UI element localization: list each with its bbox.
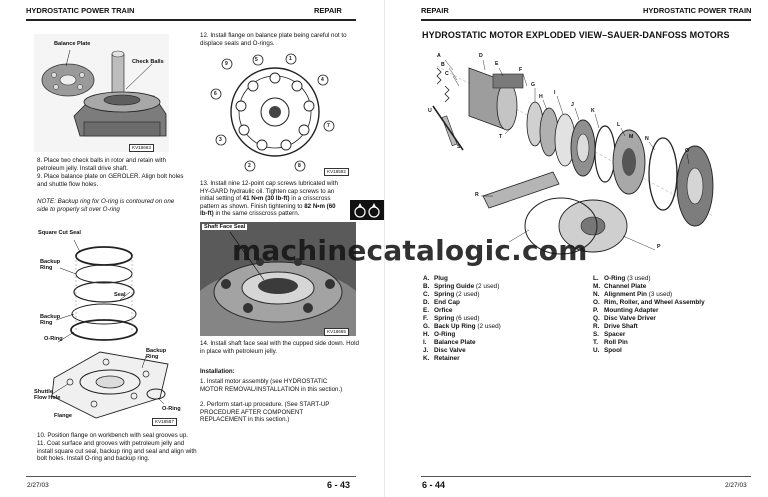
note-backup-ring: NOTE: Backup ring for O-ring is contoured on one side to properly sit over O-ring [37,198,175,213]
exploded-view-diagram [423,46,723,262]
callout-letter: A [437,53,441,59]
legend-item: U. Spool [593,347,622,354]
legend-item: B. Spring Guide (2 used) [423,283,500,290]
step-9: 9. Place balance plate on GEROLER. Align bolt holes and shuttle flow holes. [37,173,184,188]
legend-item: H. O-Ring [423,331,456,338]
label-check-balls: Check Balls [132,59,164,65]
callout-letter: J [571,102,574,108]
callout-letter: M [629,134,634,140]
legend-item: J. Disc Valve [423,347,466,354]
parts-legend-col-1 [423,275,501,363]
callout-letter: N [645,136,649,142]
step-14: 14. Install shaft face seal with the cupped side down. Hold in place with petroleum jelly. [200,340,359,355]
callout-letter: B [441,62,445,68]
installation-step-2: 2. Perform start-up procedure. (See START-UP PROCEDURE AFTER COMPONENT REPLACEMENT in this section.) [200,401,330,424]
callout-letter: E [495,61,499,67]
step-10: 10. Position flange on workbench with seal grooves up. [37,432,188,439]
header-rule [421,19,751,21]
parts-legend-col-2 [593,275,705,355]
bolt-number: 6 [214,91,217,97]
bolt-number: 1 [289,56,292,62]
header-repair: REPAIR [421,6,449,15]
bolt-pattern-illustration [200,50,354,176]
callout-letter: H [539,94,543,100]
figure-code: KV18587 [152,418,177,426]
label-o-ring-1: O-Ring [44,336,63,342]
header-repair: REPAIR [314,6,342,15]
bolt-number: 2 [248,163,251,169]
legend-item: I. Balance Plate [423,339,476,346]
label-balance-plate: Balance Plate [54,41,91,47]
legend-item: E. Orfice [423,307,453,314]
legend-item: K. Retainer [423,355,460,362]
header-section-title: HYDROSTATIC POWER TRAIN [26,6,135,15]
callout-letter: P [657,244,661,250]
step-12: 12. Install flange on balance plate being careful not to displace seals and O-rings. [200,32,347,47]
figure-code: KV18592 [324,168,349,176]
page-number: 6 - 43 [327,480,351,490]
callout-letter: F [519,67,523,73]
step-13: 13. Install nine 12-point cap screws lubricated with HY-GARD hydraulic oil. Tighten cap screws to an initial setting of 41 N•m (30 lb-ft) in a crisscross pattern as shown. Finish tightening to 82 N•m (60 lb-ft) in the same crisscross pattern. [200,180,338,218]
label-shuttle-flow-hole: Shuttle Flow Hole [34,389,61,402]
legend-item: G. Back Up Ring (2 used) [423,323,501,330]
callout-letter: S [457,144,461,150]
motor-exploded-illustration [423,46,723,262]
legend-item: A. Plug [423,275,448,282]
bolt-number: 5 [255,57,258,63]
bolt-number: 9 [225,61,228,67]
legend-item: C. Spring (2 used) [423,291,480,298]
oil-lubricate-icon [350,200,384,220]
page-title: HYDROSTATIC MOTOR EXPLODED VIEW–SAUER-DANFOSS MOTORS [422,30,730,40]
legend-item: R. Drive Shaft [593,323,638,330]
callout-letter: G [531,82,536,88]
bolt-number: 8 [298,163,301,169]
callout-letter: D [479,53,483,59]
page-number: 6 - 44 [422,480,446,490]
callout-letter: R [475,192,479,198]
step-11: 11. Coat surface and grooves with petroleum jelly and install square cut seal, backup ring and seal and align with bolt holes. Install O-ring and backup ring. [37,440,197,463]
legend-item: N. Alignment Pin (3 used) [593,291,673,298]
footer-rule [421,476,751,477]
callout-letter: U [428,108,432,114]
legend-item: P. Mounting Adapter [593,307,659,314]
callout-letter: C [445,71,449,77]
label-shaft-face-seal: Shaft Face Seal [204,224,246,230]
installation-heading: Installation: [200,368,235,375]
label-square-cut-seal: Square Cut Seal [38,230,81,236]
bolt-number: 4 [321,77,324,83]
label-backup-ring-3: Backup Ring [146,348,167,361]
legend-item: L. O-Ring (3 used) [593,275,651,282]
label-backup-ring-2: Backup Ring [40,314,61,327]
figure-seal-stack [34,226,194,428]
figure-balance-plate [34,34,169,152]
figure-code: KV18665 [324,328,349,336]
legend-item: Q. Disc Valve Driver [593,315,656,322]
figure-code: KV18663 [129,144,154,152]
callout-letter: O [685,148,690,154]
footer-date: 2/27/03 [725,482,747,489]
figure-bolt-pattern [200,50,354,176]
label-backup-ring-1: Backup Ring [40,259,61,272]
bolt-number: 7 [327,123,330,129]
balance-plate-illustration [34,34,169,152]
footer-date: 2/27/03 [27,482,49,489]
legend-item: S. Spacer [593,331,626,338]
header-rule [26,19,356,21]
legend-item: O. Rim, Roller, and Wheel Assembly [593,299,705,306]
legend-item: F. Spring (6 used) [423,315,480,322]
legend-item: M. Channel Plate [593,283,647,290]
label-o-ring-2: O-Ring [162,406,181,412]
header-section-title: HYDROSTATIC POWER TRAIN [643,6,752,15]
callout-letter: T [499,134,503,140]
installation-step-1: 1. Install motor assembly (see HYDROSTATIC MOTOR REMOVAL/INSTALLATION in this section.) [200,378,343,393]
legend-item: T. Roll Pin [593,339,628,346]
label-seal: Seal [114,292,126,298]
bolt-number: 3 [219,137,222,143]
callout-letter: L [617,122,621,128]
label-flange: Flange [54,413,73,419]
watermark-text: machinecatalogic.com [232,234,588,267]
legend-item: D. End Cap [423,299,460,306]
callout-letter: K [591,108,595,114]
footer-rule [26,476,356,477]
callout-letter: I [554,90,556,96]
step-8: 8. Place two check balls in rotor and retain with petroleum jelly. Install drive shaft. [37,157,166,172]
